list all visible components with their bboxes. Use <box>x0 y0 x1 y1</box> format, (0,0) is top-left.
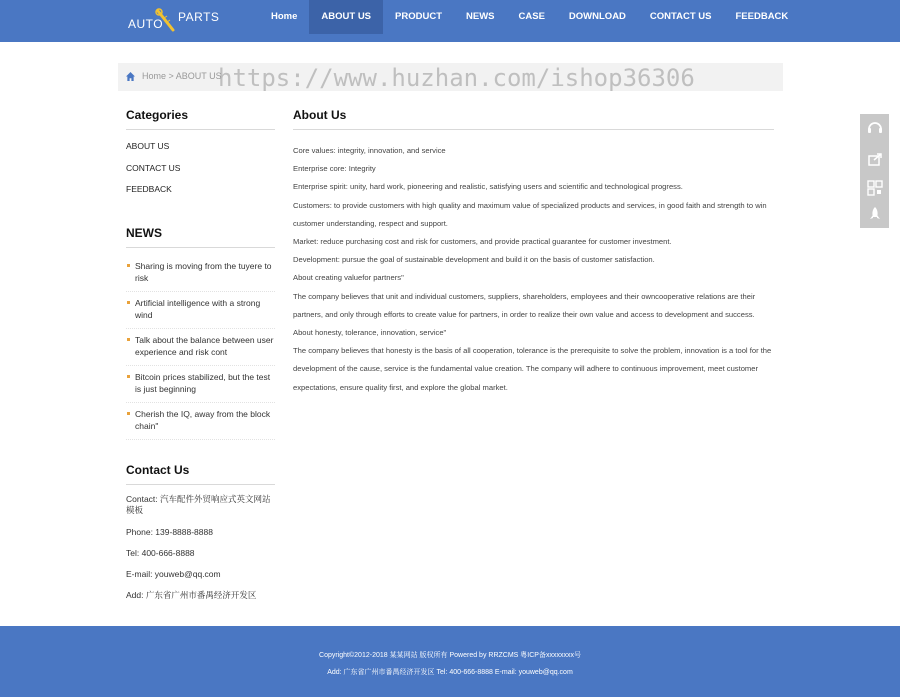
nav-feedback[interactable]: FEEDBACK <box>735 11 789 22</box>
logo-parts-text: PARTS <box>178 10 220 24</box>
bullet-icon <box>127 301 130 304</box>
breadcrumb-path[interactable]: Home > ABOUT US <box>142 71 222 81</box>
share-icon[interactable] <box>867 151 883 172</box>
news-item-label: Bitcoin prices stabilized, but the test is just beginning <box>135 371 271 394</box>
news-title: NEWS <box>126 226 275 248</box>
about-paragraph: Customers: to provide customers with high quality and maximum value of specialized products and services, in good faith and strength to win customer understanding, respect and support. <box>293 200 767 228</box>
nav-download[interactable]: DOWNLOAD <box>568 11 626 22</box>
contact-name: Contact: 汽车配件外贸响应式英文网站模板 <box>126 493 271 515</box>
news-item[interactable] <box>126 329 275 366</box>
nav-news[interactable]: NEWS <box>466 11 495 22</box>
about-paragraph: Core values: integrity, innovation, and service <box>293 146 446 155</box>
rocket-icon[interactable] <box>867 206 883 227</box>
bullet-icon <box>127 264 130 267</box>
watermark-text: https://www.huzhan.com/ishop36306 <box>218 64 695 92</box>
footer-copyright: Copyright©2012-2018 某某网站 版权所有 Powered by RRZCMS 粤ICP备xxxxxxxx号 <box>319 652 581 659</box>
news-item[interactable] <box>126 255 275 292</box>
qrcode-icon[interactable] <box>867 180 883 201</box>
about-body <box>293 142 774 397</box>
home-icon <box>126 72 135 81</box>
logo-auto-text: AUTO <box>128 17 164 31</box>
news-item-label: Talk about the balance between user experience and risk cont <box>135 334 274 357</box>
about-paragraph: About creating valuefor partners" <box>293 273 404 283</box>
page-title: About Us <box>293 108 774 130</box>
categories-list <box>126 141 275 206</box>
site-logo[interactable] <box>128 6 228 36</box>
news-item[interactable] <box>126 292 275 329</box>
news-item[interactable] <box>126 366 275 403</box>
about-paragraph: Enterprise spirit: unity, hard work, pioneering and realistic, satisfying users and scientific and technological progress. <box>293 182 683 192</box>
main-nav <box>259 0 800 34</box>
news-item-label: Cherish the IQ, away from the block chain" <box>135 408 271 431</box>
contact-phone: Phone: 139-8888-8888 <box>126 526 213 537</box>
about-paragraph: The company believes that unit and individual customers, suppliers, shareholders, employees and their owncooperative relations are their partners, and only through efforts to create value for partners, in order to realize their own value and access to development and success. <box>293 291 756 319</box>
contact-tel: Tel: 400-666-8888 <box>126 547 195 558</box>
about-paragraph: About honesty, tolerance, innovation, service" <box>293 328 447 338</box>
news-item[interactable] <box>126 403 275 440</box>
bullet-icon <box>127 375 130 378</box>
nav-home[interactable]: Home <box>271 11 298 22</box>
floating-toolbar <box>860 114 889 228</box>
contact-list <box>126 494 275 611</box>
nav-contact-us[interactable]: CONTACT US <box>649 11 712 22</box>
bullet-icon <box>127 338 130 341</box>
about-paragraph: Enterprise core: Integrity <box>293 164 376 174</box>
headset-icon[interactable] <box>867 120 883 141</box>
nav-about-us[interactable]: ABOUT US <box>309 0 383 34</box>
sidebar <box>126 108 275 611</box>
about-paragraph: The company believes that honesty is the basis of all cooperation, tolerance is the prerequisite to solve the problem, innovation is a tool for the development of the cause, service is the fundamental value creation. The company will adhere to continuous improvement, meet customer expectations, ensure quality first, and explore the global market. <box>293 346 772 392</box>
footer-contact: Add: 广东省广州市番禺经济开发区 Tel: 400-666-8888 E-mail: youweb@qq.com <box>327 669 573 676</box>
category-contact-us[interactable]: CONTACT US <box>126 162 181 173</box>
news-list <box>126 255 275 440</box>
categories-title: Categories <box>126 108 275 130</box>
bullet-icon <box>127 412 130 415</box>
news-item-label: Artificial intelligence with a strong wind <box>135 297 261 320</box>
about-paragraph: Development: pursue the goal of sustainable development and build it on the basis of customer satisfaction. <box>293 255 655 265</box>
contact-email[interactable]: E-mail: youweb@qq.com <box>126 568 221 579</box>
news-item-label: Sharing is moving from the tuyere to risk <box>135 260 272 283</box>
site-header <box>0 0 900 42</box>
about-paragraph: Market: reduce purchasing cost and risk for customers, and provide practical guarantee for customer investment. <box>293 237 672 247</box>
contact-title: Contact Us <box>126 463 275 485</box>
main-content <box>293 108 774 397</box>
category-about-us[interactable]: ABOUT US <box>126 141 170 151</box>
nav-product[interactable]: PRODUCT <box>395 11 443 22</box>
nav-case[interactable]: CASE <box>518 11 545 22</box>
site-footer <box>0 626 900 697</box>
contact-address: Add: 广东省广州市番禺经济开发区 <box>126 589 257 600</box>
wrench-icon <box>155 8 177 34</box>
category-feedback[interactable]: FEEDBACK <box>126 184 172 194</box>
